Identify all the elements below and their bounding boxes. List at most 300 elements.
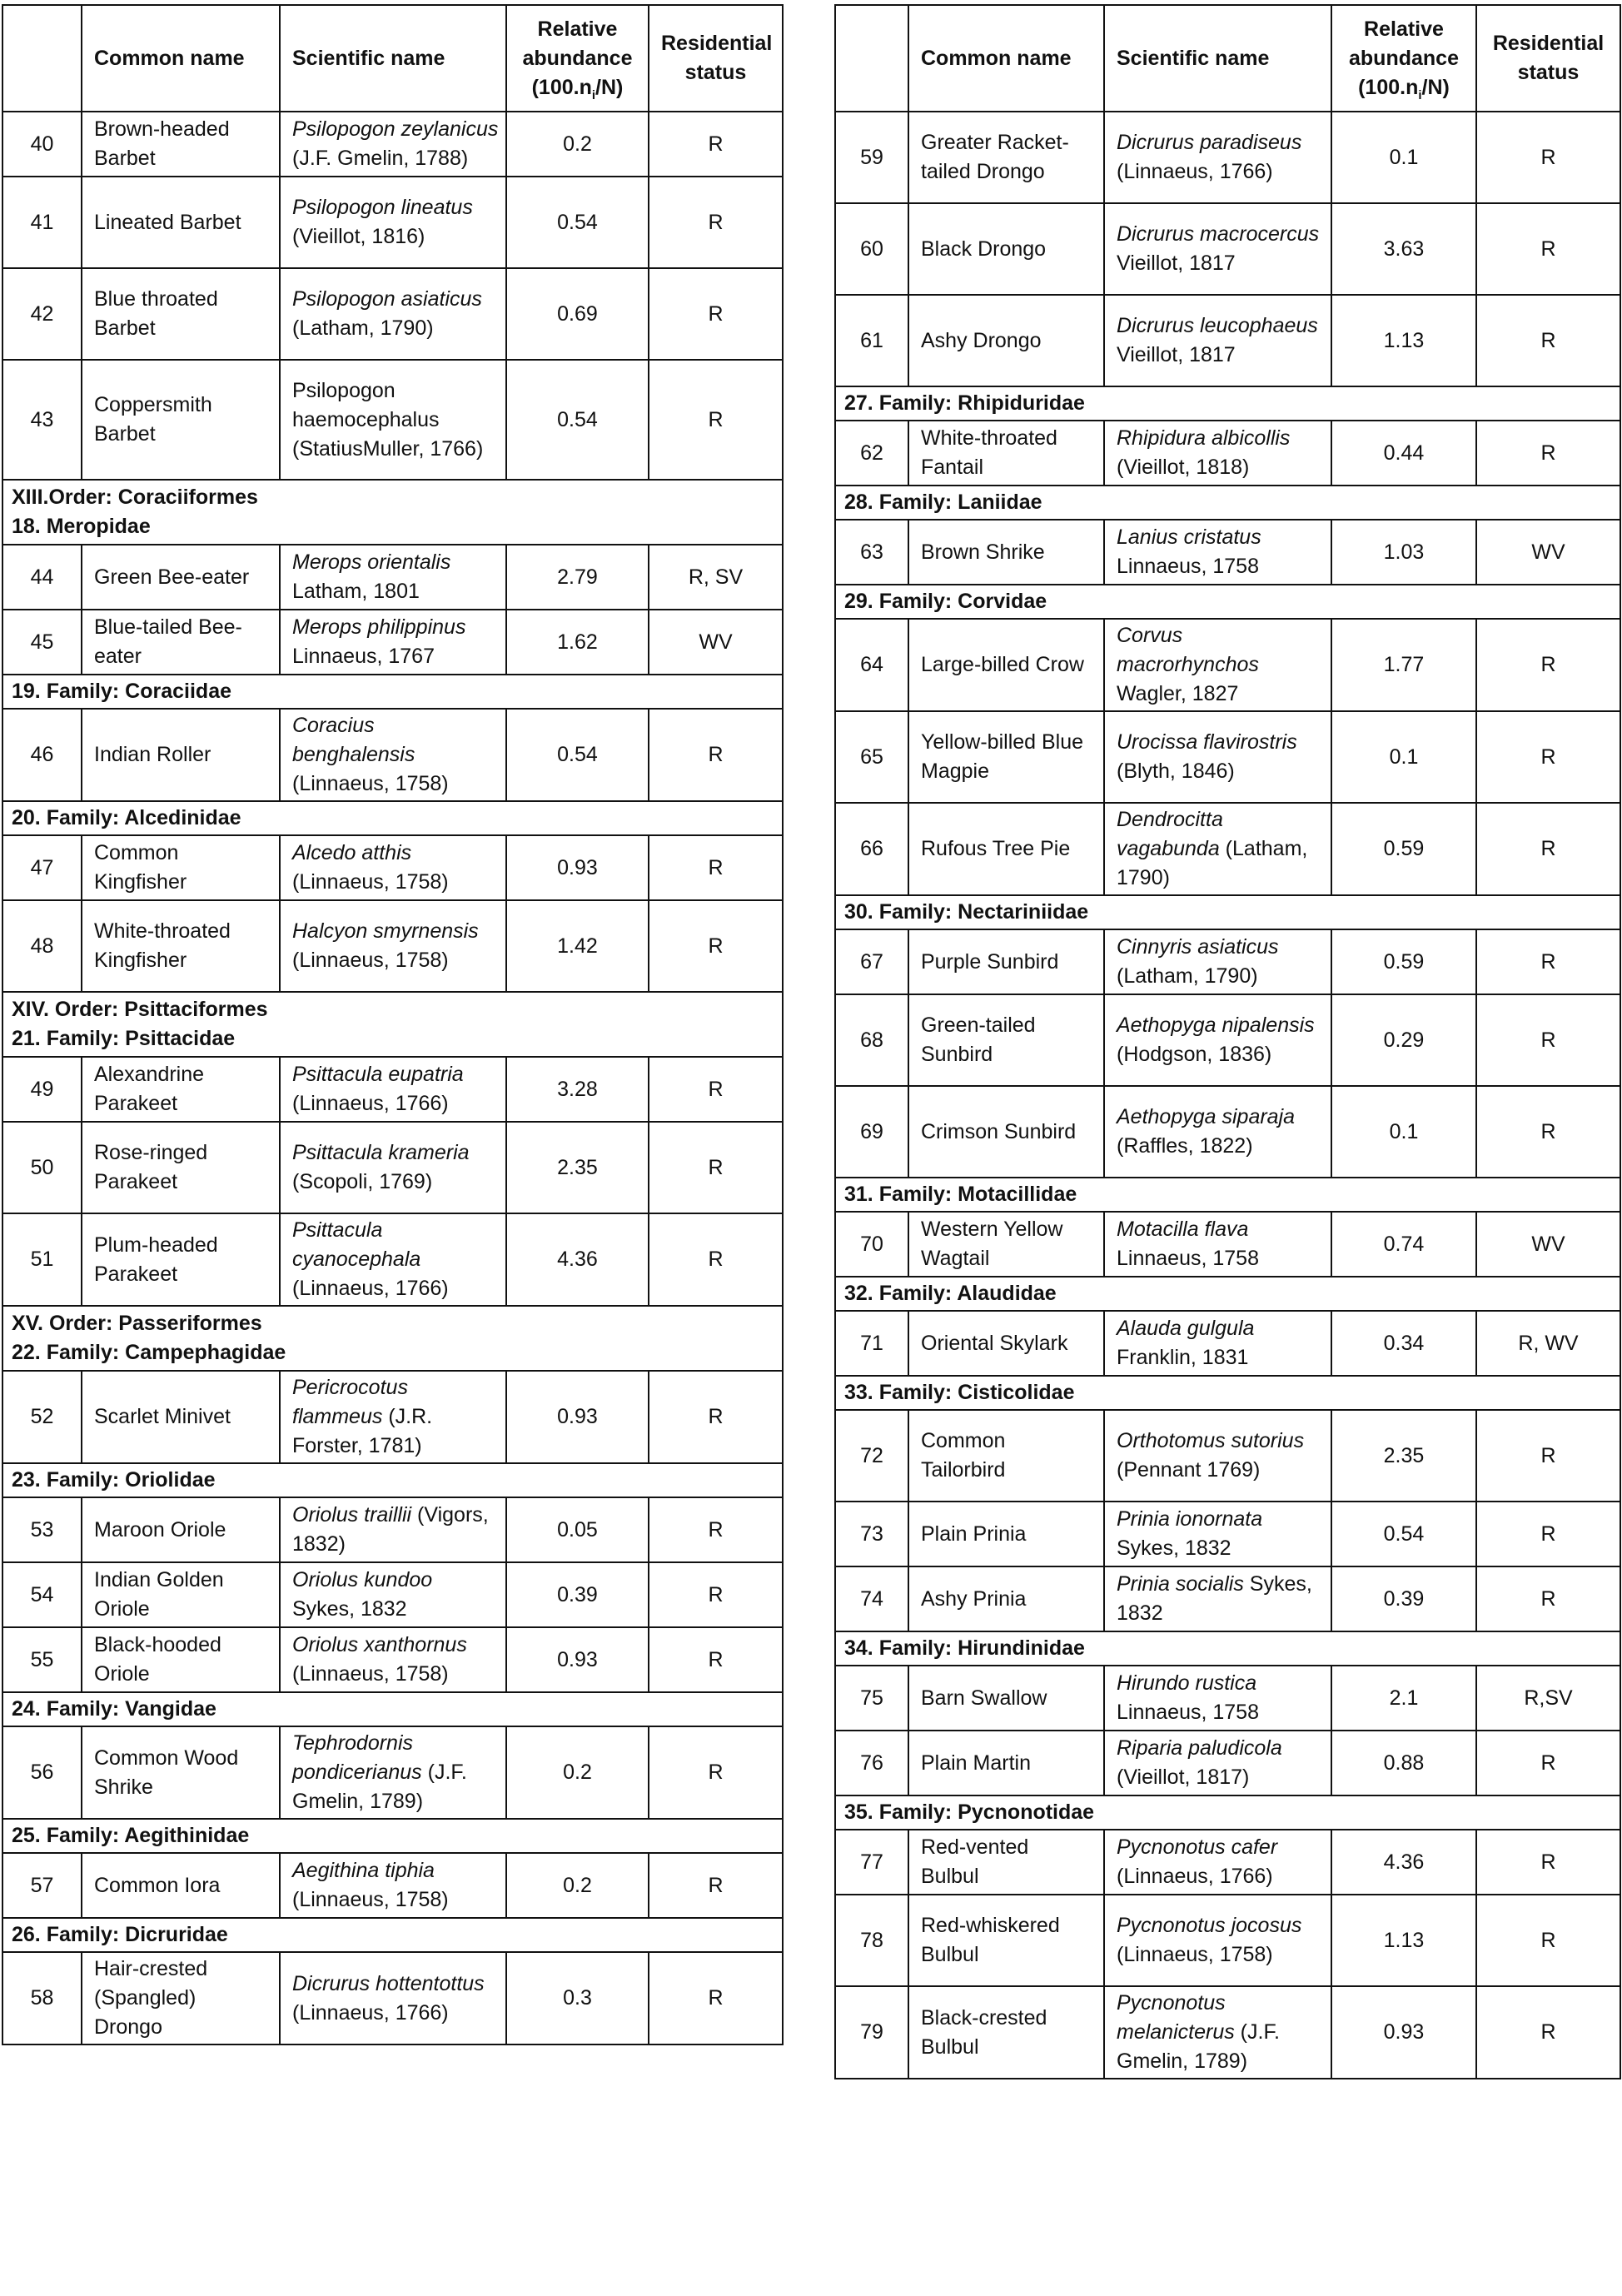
- scientific-authority: Vieillot, 1817: [1117, 252, 1236, 275]
- scientific-authority: (Latham, 1790): [292, 316, 434, 340]
- scientific-name: [1104, 1410, 1331, 1502]
- scientific-authority: (Pennant 1769): [1117, 1458, 1261, 1482]
- species-number: 67: [835, 929, 908, 994]
- scientific-binomial: Pericrocotus flammeus: [292, 1376, 408, 1428]
- species-number: 70: [835, 1212, 908, 1277]
- scientific-name: [280, 268, 506, 360]
- residential-status: R: [649, 177, 783, 268]
- relative-abundance: 3.28: [506, 1057, 649, 1122]
- relative-abundance: 2.79: [506, 545, 649, 610]
- common-name: Coppersmith Barbet: [82, 360, 280, 480]
- species-row: [2, 1213, 783, 1306]
- section-heading: [835, 1277, 1620, 1311]
- relative-abundance: 3.63: [1331, 203, 1476, 295]
- scientific-name: [280, 1952, 506, 2044]
- residential-status: R: [1476, 803, 1620, 895]
- scientific-binomial: Prinia socialis: [1117, 1572, 1244, 1596]
- relative-abundance: 0.44: [1331, 421, 1476, 486]
- common-name: Brown-headed Barbet: [82, 112, 280, 177]
- residential-status: R: [649, 1726, 783, 1819]
- species-number: 65: [835, 711, 908, 803]
- relative-abundance: 0.74: [1331, 1212, 1476, 1277]
- section-heading-line: 18. Meropidae: [12, 515, 151, 538]
- species-row: [2, 1726, 783, 1819]
- species-number: 77: [835, 1830, 908, 1895]
- scientific-binomial: Oriolus kundoo: [292, 1568, 433, 1591]
- species-row: [835, 295, 1620, 386]
- scientific-name: [280, 1371, 506, 1463]
- section-heading-line: 35. Family: Pycnonotidae: [844, 1800, 1095, 1824]
- section-row: [835, 1631, 1620, 1666]
- residential-status: R: [1476, 711, 1620, 803]
- common-name: Scarlet Minivet: [82, 1371, 280, 1463]
- common-name: White-throated Kingfisher: [82, 900, 280, 992]
- relative-abundance: 2.1: [1331, 1666, 1476, 1731]
- species-row: [2, 1497, 783, 1562]
- species-row: [2, 112, 783, 177]
- species-number: 44: [2, 545, 82, 610]
- section-heading: [835, 1795, 1620, 1830]
- section-row: [835, 1178, 1620, 1212]
- relative-abundance: 2.35: [506, 1122, 649, 1213]
- section-heading: [2, 480, 783, 545]
- section-heading-line: 34. Family: Hirundinidae: [844, 1636, 1085, 1660]
- relative-abundance: 0.54: [506, 360, 649, 480]
- species-row: [835, 803, 1620, 895]
- section-heading-line: 20. Family: Alcedinidae: [12, 806, 241, 829]
- section-row: [2, 1692, 783, 1726]
- section-heading: [835, 1376, 1620, 1410]
- section-heading: [2, 1918, 783, 1952]
- scientific-name: [280, 360, 506, 480]
- residential-status: R: [649, 1213, 783, 1306]
- section-row: [835, 1795, 1620, 1830]
- species-number: 50: [2, 1122, 82, 1213]
- section-heading-line: 23. Family: Oriolidae: [12, 1468, 216, 1492]
- residential-status: R: [649, 1952, 783, 2044]
- residential-status: R: [1476, 619, 1620, 711]
- common-name: Maroon Oriole: [82, 1497, 280, 1562]
- residential-status: R: [1476, 1731, 1620, 1795]
- species-number: 75: [835, 1666, 908, 1731]
- relative-abundance: 0.2: [506, 112, 649, 177]
- residential-status: R: [649, 1853, 783, 1918]
- scientific-binomial: Alcedo atthis: [292, 841, 412, 864]
- scientific-authority: (Vigors, 1832): [292, 1503, 489, 1556]
- species-number: 61: [835, 295, 908, 386]
- scientific-name: [280, 1057, 506, 1122]
- common-name: Black Drongo: [908, 203, 1104, 295]
- section-row: [2, 1918, 783, 1952]
- scientific-name: [1104, 520, 1331, 585]
- scientific-name: [1104, 295, 1331, 386]
- species-row: [835, 1895, 1620, 1986]
- relative-abundance: 1.13: [1331, 295, 1476, 386]
- section-heading-line: 33. Family: Cisticolidae: [844, 1381, 1075, 1404]
- residential-status: R: [1476, 1895, 1620, 1986]
- scientific-authority: Linnaeus, 1758: [1117, 555, 1259, 578]
- common-name: Oriental Skylark: [908, 1311, 1104, 1376]
- relative-abundance: 0.54: [506, 709, 649, 801]
- species-row: [2, 1371, 783, 1463]
- common-name: Common Kingfisher: [82, 835, 280, 900]
- relative-abundance: 4.36: [1331, 1830, 1476, 1895]
- section-heading: [2, 801, 783, 835]
- common-name: Plain Martin: [908, 1731, 1104, 1795]
- species-row: [2, 1952, 783, 2044]
- scientific-name: [1104, 1212, 1331, 1277]
- section-heading-line: 25. Family: Aegithinidae: [12, 1824, 250, 1847]
- species-row: [835, 520, 1620, 585]
- section-heading-line: 30. Family: Nectariniidae: [844, 900, 1089, 924]
- species-number: 54: [2, 1562, 82, 1627]
- section-row: [835, 1277, 1620, 1311]
- section-heading: [835, 386, 1620, 421]
- common-name: Green Bee-eater: [82, 545, 280, 610]
- scientific-name: [1104, 1502, 1331, 1566]
- species-row: [835, 619, 1620, 711]
- species-number: 52: [2, 1371, 82, 1463]
- residential-status: R: [649, 112, 783, 177]
- species-number: 71: [835, 1311, 908, 1376]
- species-row: [2, 1627, 783, 1692]
- residential-status: R: [1476, 295, 1620, 386]
- residential-status: R: [1476, 1086, 1620, 1178]
- common-name: Large-billed Crow: [908, 619, 1104, 711]
- species-row: [835, 929, 1620, 994]
- species-number: 58: [2, 1952, 82, 2044]
- section-row: [835, 585, 1620, 619]
- section-heading: [835, 895, 1620, 929]
- species-number: 69: [835, 1086, 908, 1178]
- species-number: 51: [2, 1213, 82, 1306]
- section-row: [2, 992, 783, 1057]
- scientific-binomial: Pycnonotus melanicterus: [1117, 1991, 1235, 2044]
- species-row: [835, 1311, 1620, 1376]
- scientific-authority: Sykes, 1832: [1117, 1572, 1312, 1625]
- section-heading: [2, 1819, 783, 1853]
- scientific-binomial: Psilopogon asiaticus: [292, 287, 482, 311]
- scientific-binomial: Dicrurus hottentottus: [292, 1971, 485, 1995]
- scientific-binomial: Tephrodornis pondicerianus: [292, 1731, 422, 1784]
- scientific-authority: (J.F. Gmelin, 1789): [292, 1761, 467, 1813]
- relative-abundance: 0.93: [506, 1371, 649, 1463]
- scientific-binomial: Oriolus traillii: [292, 1503, 412, 1527]
- residential-status: WV: [1476, 520, 1620, 585]
- scientific-authority: (Vieillot, 1817): [1117, 1766, 1250, 1789]
- species-row: [835, 711, 1620, 803]
- common-name: Ashy Drongo: [908, 295, 1104, 386]
- residential-status: R: [1476, 1986, 1620, 2079]
- species-number: 45: [2, 610, 82, 675]
- relative-abundance: 0.39: [506, 1562, 649, 1627]
- scientific-name: [280, 177, 506, 268]
- species-row: [835, 1566, 1620, 1631]
- scientific-name: [280, 835, 506, 900]
- scientific-name: [1104, 112, 1331, 203]
- residential-status: R, SV: [649, 545, 783, 610]
- section-heading: [835, 585, 1620, 619]
- section-heading-line: 24. Family: Vangidae: [12, 1697, 216, 1721]
- scientific-name: [280, 1627, 506, 1692]
- scientific-authority: (Linnaeus, 1766): [292, 1277, 449, 1300]
- common-name: Common Iora: [82, 1853, 280, 1918]
- scientific-name: [280, 1853, 506, 1918]
- scientific-authority: Linnaeus, 1758: [1117, 1247, 1259, 1270]
- relative-abundance: 2.35: [1331, 1410, 1476, 1502]
- residential-status: R: [1476, 1410, 1620, 1502]
- residential-status: R: [649, 268, 783, 360]
- scientific-authority: (Latham, 1790): [1117, 837, 1308, 889]
- scientific-name: [1104, 421, 1331, 486]
- species-number: 72: [835, 1410, 908, 1502]
- species-row: [2, 1562, 783, 1627]
- section-heading: [2, 1463, 783, 1497]
- species-row: [2, 709, 783, 801]
- section-row: [2, 1819, 783, 1853]
- residential-status: R: [649, 1122, 783, 1213]
- species-row: [835, 1666, 1620, 1731]
- scientific-authority: (Linnaeus, 1766): [292, 1092, 449, 1115]
- section-row: [2, 675, 783, 709]
- section-heading-line: 29. Family: Corvidae: [844, 590, 1047, 613]
- species-number: 57: [2, 1853, 82, 1918]
- scientific-binomial: Motacilla flava: [1117, 1218, 1249, 1241]
- section-heading-line: XIII.Order: Coraciiformes: [12, 486, 258, 509]
- species-number: 48: [2, 900, 82, 992]
- relative-abundance: 0.93: [506, 1627, 649, 1692]
- section-heading: [835, 1631, 1620, 1666]
- residential-status: R: [649, 1627, 783, 1692]
- header-relative-abundance: Relative abundance $(100.n_i/N)$: [506, 5, 649, 112]
- section-heading-line: XIV. Order: Psittaciformes: [12, 998, 268, 1021]
- scientific-name: [280, 1726, 506, 1819]
- relative-abundance: 1.42: [506, 900, 649, 992]
- scientific-name: [280, 1213, 506, 1306]
- scientific-name: [1104, 203, 1331, 295]
- scientific-name: [280, 112, 506, 177]
- scientific-name: [1104, 1731, 1331, 1795]
- species-row: [835, 1731, 1620, 1795]
- relative-abundance: 0.39: [1331, 1566, 1476, 1631]
- scientific-binomial: Aethopyga nipalensis: [1117, 1014, 1315, 1037]
- relative-abundance: 0.29: [1331, 994, 1476, 1086]
- scientific-binomial: Cinnyris asiaticus: [1117, 935, 1279, 959]
- common-name: Crimson Sunbird: [908, 1086, 1104, 1178]
- relative-abundance: 0.93: [506, 835, 649, 900]
- scientific-name: [280, 1122, 506, 1213]
- scientific-name: [1104, 994, 1331, 1086]
- relative-abundance: 0.34: [1331, 1311, 1476, 1376]
- common-name: Green-tailed Sunbird: [908, 994, 1104, 1086]
- section-row: [2, 1306, 783, 1371]
- scientific-binomial: Lanius cristatus: [1117, 525, 1261, 549]
- scientific-authority: Linnaeus, 1767: [292, 645, 435, 668]
- section-heading-line: 19. Family: Coraciidae: [12, 680, 232, 703]
- section-heading-line: 21. Family: Psittacidae: [12, 1027, 236, 1050]
- species-row: [2, 1057, 783, 1122]
- species-number: 76: [835, 1731, 908, 1795]
- scientific-binomial: Pycnonotus jocosus: [1117, 1914, 1302, 1937]
- species-row: [2, 545, 783, 610]
- species-table-left: [2, 4, 784, 2045]
- common-name: Rufous Tree Pie: [908, 803, 1104, 895]
- relative-abundance: 0.88: [1331, 1731, 1476, 1795]
- species-row: [2, 177, 783, 268]
- species-number: 59: [835, 112, 908, 203]
- scientific-binomial: Pycnonotus cafer: [1117, 1835, 1278, 1859]
- relative-abundance: 0.59: [1331, 803, 1476, 895]
- section-heading: [835, 1178, 1620, 1212]
- species-number: 62: [835, 421, 908, 486]
- scientific-authority: Vieillot, 1817: [1117, 343, 1236, 366]
- scientific-name: [1104, 1666, 1331, 1731]
- species-number: 63: [835, 520, 908, 585]
- scientific-binomial: Merops philippinus: [292, 615, 466, 639]
- scientific-binomial: Dendrocitta vagabunda: [1117, 808, 1223, 860]
- scientific-name: [1104, 1830, 1331, 1895]
- species-number: 66: [835, 803, 908, 895]
- residential-status: R: [1476, 1566, 1620, 1631]
- species-row: [835, 1502, 1620, 1566]
- header-relative-abundance: Relative abundance $(100.n_i/N)$: [1331, 5, 1476, 112]
- scientific-binomial: Halcyon smyrnensis: [292, 919, 479, 943]
- scientific-authority: Psilopogon haemocephalus (StatiusMuller, 1766): [292, 378, 484, 461]
- species-row: [2, 1122, 783, 1213]
- relative-abundance: 0.3: [506, 1952, 649, 2044]
- scientific-binomial: Rhipidura albicollis: [1117, 426, 1291, 450]
- scientific-binomial: Psittacula eupatria: [292, 1063, 464, 1086]
- section-heading: [2, 1306, 783, 1371]
- species-number: 55: [2, 1627, 82, 1692]
- table-body-left: [2, 112, 783, 2044]
- common-name: Western Yellow Wagtail: [908, 1212, 1104, 1277]
- section-row: [835, 1376, 1620, 1410]
- species-number: 49: [2, 1057, 82, 1122]
- common-name: Red-vented Bulbul: [908, 1830, 1104, 1895]
- common-name: Black-crested Bulbul: [908, 1986, 1104, 2079]
- scientific-authority: Sykes, 1832: [1117, 1536, 1231, 1560]
- scientific-binomial: Psilopogon lineatus: [292, 196, 473, 219]
- residential-status: WV: [649, 610, 783, 675]
- species-row: [2, 360, 783, 480]
- scientific-binomial: Orthotomus sutorius: [1117, 1429, 1305, 1452]
- section-heading: [2, 992, 783, 1057]
- common-name: Rose-ringed Parakeet: [82, 1122, 280, 1213]
- scientific-binomial: Prinia ionornata: [1117, 1507, 1263, 1531]
- common-name: White-throated Fantail: [908, 421, 1104, 486]
- common-name: Blue-tailed Bee-eater: [82, 610, 280, 675]
- scientific-authority: (Vieillot, 1818): [1117, 456, 1250, 479]
- header-scientific-name: Scientific name: [1104, 5, 1331, 112]
- scientific-authority: Latham, 1801: [292, 580, 420, 603]
- relative-abundance: 0.2: [506, 1726, 649, 1819]
- common-name: Common Tailorbird: [908, 1410, 1104, 1502]
- section-heading-line: 22. Family: Campephagidae: [12, 1341, 286, 1364]
- relative-abundance: 1.03: [1331, 520, 1476, 585]
- section-heading-line: 28. Family: Laniidae: [844, 491, 1042, 514]
- residential-status: R: [1476, 421, 1620, 486]
- residential-status: R: [1476, 112, 1620, 203]
- table-header-row: [2, 5, 783, 112]
- scientific-name: [1104, 1895, 1331, 1986]
- species-row: [2, 900, 783, 992]
- species-table-right: [834, 4, 1621, 2079]
- species-number: 73: [835, 1502, 908, 1566]
- table-body-right: [835, 112, 1620, 2079]
- residential-status: R: [649, 1371, 783, 1463]
- residential-status: R: [1476, 929, 1620, 994]
- common-name: Purple Sunbird: [908, 929, 1104, 994]
- header-number: [835, 5, 908, 112]
- section-row: [835, 486, 1620, 520]
- residential-status: R,SV: [1476, 1666, 1620, 1731]
- section-row: [2, 801, 783, 835]
- species-row: [835, 994, 1620, 1086]
- scientific-binomial: Alauda gulgula: [1117, 1317, 1255, 1340]
- scientific-authority: (Hodgson, 1836): [1117, 1043, 1272, 1066]
- scientific-authority: (J.F. Gmelin, 1788): [292, 147, 469, 170]
- section-heading: [2, 1692, 783, 1726]
- scientific-name: [1104, 711, 1331, 803]
- scientific-authority: (Linnaeus, 1758): [1117, 1943, 1273, 1966]
- species-number: 53: [2, 1497, 82, 1562]
- species-row: [835, 1986, 1620, 2079]
- relative-abundance: 0.05: [506, 1497, 649, 1562]
- common-name: Indian Roller: [82, 709, 280, 801]
- scientific-binomial: Riparia paludicola: [1117, 1736, 1282, 1760]
- common-name: Red-whiskered Bulbul: [908, 1895, 1104, 1986]
- species-number: 78: [835, 1895, 908, 1986]
- section-row: [835, 386, 1620, 421]
- scientific-name: [280, 709, 506, 801]
- scientific-binomial: Dicrurus paradiseus: [1117, 131, 1302, 154]
- scientific-binomial: Merops orientalis: [292, 550, 451, 574]
- common-name: Ashy Prinia: [908, 1566, 1104, 1631]
- relative-abundance: 0.54: [1331, 1502, 1476, 1566]
- species-row: [2, 268, 783, 360]
- scientific-authority: (Vieillot, 1816): [292, 225, 425, 248]
- section-heading: [2, 675, 783, 709]
- scientific-binomial: Oriolus xanthornus: [292, 1633, 467, 1656]
- scientific-binomial: Dicrurus leucophaeus: [1117, 314, 1318, 337]
- species-number: 56: [2, 1726, 82, 1819]
- common-name: Greater Racket-tailed Drongo: [908, 112, 1104, 203]
- species-number: 74: [835, 1566, 908, 1631]
- scientific-authority: (Linnaeus, 1766): [1117, 1865, 1273, 1888]
- scientific-authority: Franklin, 1831: [1117, 1346, 1249, 1369]
- species-number: 46: [2, 709, 82, 801]
- scientific-name: [1104, 929, 1331, 994]
- relative-abundance: 0.1: [1331, 112, 1476, 203]
- header-residential-status: Residential status: [649, 5, 783, 112]
- relative-abundance: 0.2: [506, 1853, 649, 1918]
- species-number: 43: [2, 360, 82, 480]
- scientific-authority: Linnaeus, 1758: [1117, 1701, 1259, 1724]
- species-number: 79: [835, 1986, 908, 2079]
- scientific-authority: (J.F. Gmelin, 1789): [1117, 2020, 1280, 2073]
- section-row: [835, 895, 1620, 929]
- species-row: [835, 1830, 1620, 1895]
- scientific-name: [1104, 1986, 1331, 2079]
- species-row: [835, 1212, 1620, 1277]
- residential-status: R: [649, 360, 783, 480]
- scientific-name: [1104, 1566, 1331, 1631]
- header-number: [2, 5, 82, 112]
- species-row: [835, 1086, 1620, 1178]
- scientific-authority: (Linnaeus, 1758): [292, 772, 449, 795]
- scientific-name: [280, 1497, 506, 1562]
